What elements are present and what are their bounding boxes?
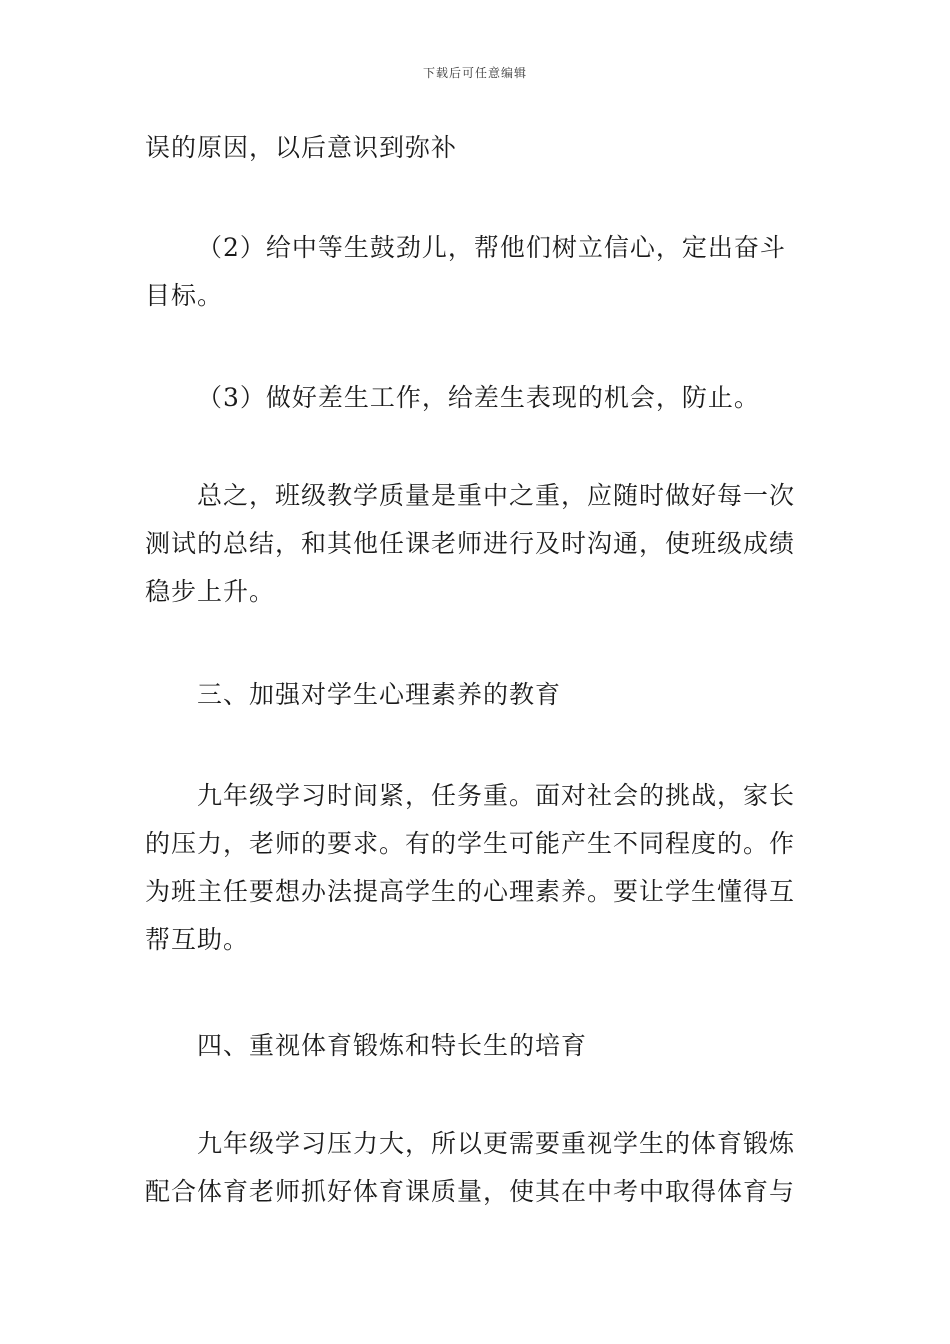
paragraph-section-3-body: 九年级学习时间紧，任务重。面对社会的挑战，家长的压力，老师的要求。有的学生可能产生不同程度的。作为班主任要想办法提高学生的心理素养。要让学生懂得互帮互助。 — [145, 781, 796, 954]
section-heading-3: 三、加强对学生心理素养的教育 — [197, 680, 562, 709]
paragraph-summary: 总之，班级教学质量是重中之重，应随时做好每一次测试的总结，和其他任课老师进行及时沟通，使班级成绩稳步上升。 — [145, 481, 796, 606]
page-header: 下载后可任意编辑 — [422, 66, 527, 80]
paragraph-item-2: （2）给中等生鼓劲儿，帮他们树立信心，定出奋斗目标。 — [145, 233, 786, 310]
paragraph-continuation: 误的原因，以后意识到弥补 — [145, 133, 458, 162]
section-heading-4: 四、重视体育锻炼和特长生的培育 — [197, 1031, 588, 1060]
paragraph-section-4-body: 九年级学习压力大，所以更需要重视学生的体育锻炼配合体育老师抓好体育课质量，使其在中考中取得体育与 — [145, 1129, 796, 1206]
paragraph-item-3: （3）做好差生工作，给差生表现的机会，防止。 — [197, 383, 760, 412]
